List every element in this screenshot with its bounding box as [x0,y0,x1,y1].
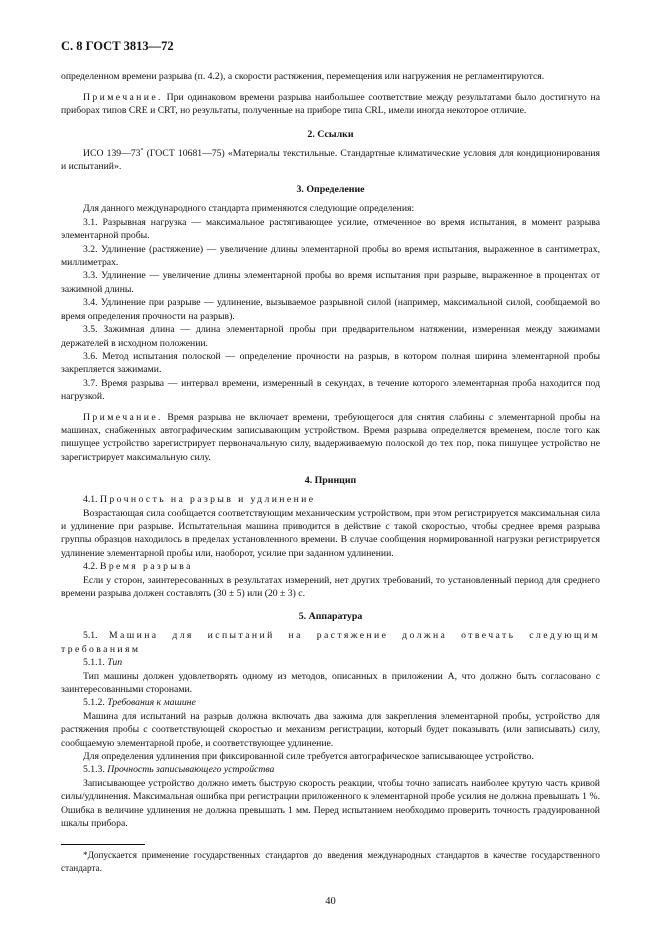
footnote: *Допускается применение государственных стандартов до введения международных стандартов в качестве государственного стандарта. [61,849,600,873]
subsection-heading [61,656,600,669]
subsection-heading [61,763,600,776]
subsection-number: 4.1. [83,494,100,506]
definition-item: 3.1. Разрывная нагрузка — максимальное растягивающее усилие, отмеченное во время испытания, в момент разрыва элементарной пробы. [61,216,600,242]
reference [61,147,600,174]
note-text: При одинаковом времени разрыва наибольшее соответствие между результатами было достигнуто на приборах типов CRE и CRT, но результаты, полученные на приборе типа CRL, имели иногда некоторое отличие. [61,91,600,117]
subsection-title: Прочность на разрыв и удлинение [99,494,316,506]
subsection-heading [61,696,600,709]
paragraph: определенном времени разрыва (п. 4.2), а скорости растяжения, перемещения или нагружения не регламентируются. [61,71,545,83]
subsection-number: 5.1.3. [83,764,108,776]
definition-item: 3.6. Метод испытания полоской — определение прочности на разрыв, в котором полная ширина элементарной пробы закрепляется зажимами. [61,350,600,376]
reference-text: (ГОСТ 10681—75) «Материалы текстильные. Стандартные климатические условия для кондиционирования и испытаний». [61,147,600,173]
subsection-title: Требования к машине [107,697,196,709]
definition-item: 3.4. Удлинение при разрыве — удлинение, вызываемое разрывной силой (например, максимальной силой, сообщаемой во время определения прочности на разрыв). [61,297,600,322]
paragraph: Для определения удлинения при фиксированной силе требуется автографическое записывающее устройство. [83,751,534,763]
subsection-number: 5.1.1. [83,657,108,669]
subsection-heading [61,560,600,573]
paragraph: Машина для испытаний на разрыв должна включать два зажима для закрепления элементарной пробы, устройство для растяжения пробы с соответствующей скоростью и механизм регистрации, который будет показывать (или записывать) силу, сообщаемую элементарной пробе, и соответствующее удлинение. [61,710,600,749]
definition-item: 3.2. Удлинение (растяжение) — увеличение длины элементарной пробы во время испытания, выраженное в сантиметрах, миллиметрах. [61,243,600,269]
note [61,411,600,465]
paragraph: Записывающее устройство должно иметь быструю скорость реакции, чтобы точно записать наиболее крутую часть кривой силы/удлинения. Максимальная ошибка при регистрации приложенного к элементарной пробе усилия не должна превышать 1 %. Ошибка в величине удлинения не должна превышать 1 мм. Перед испытанием необходимо проверить точность градуированной шкалы прибора. [61,777,600,830]
definition-item: 3.7. Время разрыва — интервал времени, измеренный в секундах, в течение которого элементарная проба находится под нагрузкой. [61,377,600,403]
subsection-title: Прочность записывающего устройства [107,764,275,776]
note [61,91,600,118]
subsection-number: 5.1.2. [83,697,108,709]
paragraph: Для данного международного стандарта применяются следующие определения: [83,203,415,215]
note-text: Время разрыва не включает времени, требующегося для снятия слабины с элементарной пробы на машинах, снабженных автографическим записывающим устройством. Время разрыва определяется временем, после того как пишущее устройство зарегистрирует первоначальную силу, выдерживаемую полоской до тех пор, пока пишущее устройство не зарегистрирует максимальную силу. [61,411,600,463]
note-label: Примечание. [83,91,163,103]
running-header: С. 8 ГОСТ 3813—72 [61,39,174,53]
document-page [61,40,600,908]
paragraph: Возрастающая сила сообщается соответствующим механическим устройством, при этом регистрируется максимальная сила и удлинение при разрыве. Испытательная машина приводится в действие с такой скоростью, чтобы среднее время разрыва группы образцов находилось в пределах установленного времени. В случае сообщения нормированной нагрузки регистрируется удлинение элементарной пробы или, наоборот, усилие при заданном удлинении. [61,507,600,559]
section-heading: 2. Ссылки [307,128,354,140]
definition-item: 3.5. Зажимная длина — длина элементарной пробы при предварительном натяжении, измеренная между зажимами держателей в исходном положении. [61,324,600,349]
subsection-title: Время разрыва [99,561,193,573]
paragraph: Если у сторон, заинтересованных в результатах измерений, нет других требований, то установленный период для среднего времени разрыва должен составлять (30 ± 5) или (20 ± 3) с. [61,574,600,599]
reference-code: ИСО 139—73 [83,147,141,159]
subsection-heading [61,493,600,506]
paragraph: Тип машины должен удовлетворять одному из методов, описанных в приложении А, что должно быть согласовано с заинтересованными сторонами. [61,670,600,696]
subsection-number: 5.1. [83,630,110,642]
section-heading: 5. Аппаратура [298,611,363,623]
definition-item: 3.3. Удлинение — увеличение длины элементарной пробы во время испытания при разрыве, выраженное в процентах от зажимной длины. [61,270,600,295]
section-heading: 4. Принцип [304,475,357,487]
page-number: 40 [325,895,336,907]
footnote-divider [61,844,145,845]
subsection-heading [61,629,600,656]
footnote-marker: * [140,147,144,154]
section-heading: 3. Определение [296,184,365,196]
subsection-title: Машина для испытаний на растяжение должна отвечать следующим требованиям [61,630,600,655]
subsection-number: 4.2. [83,561,100,573]
subsection-title: Тип [107,657,123,669]
note-label: Примечание. [83,411,163,423]
